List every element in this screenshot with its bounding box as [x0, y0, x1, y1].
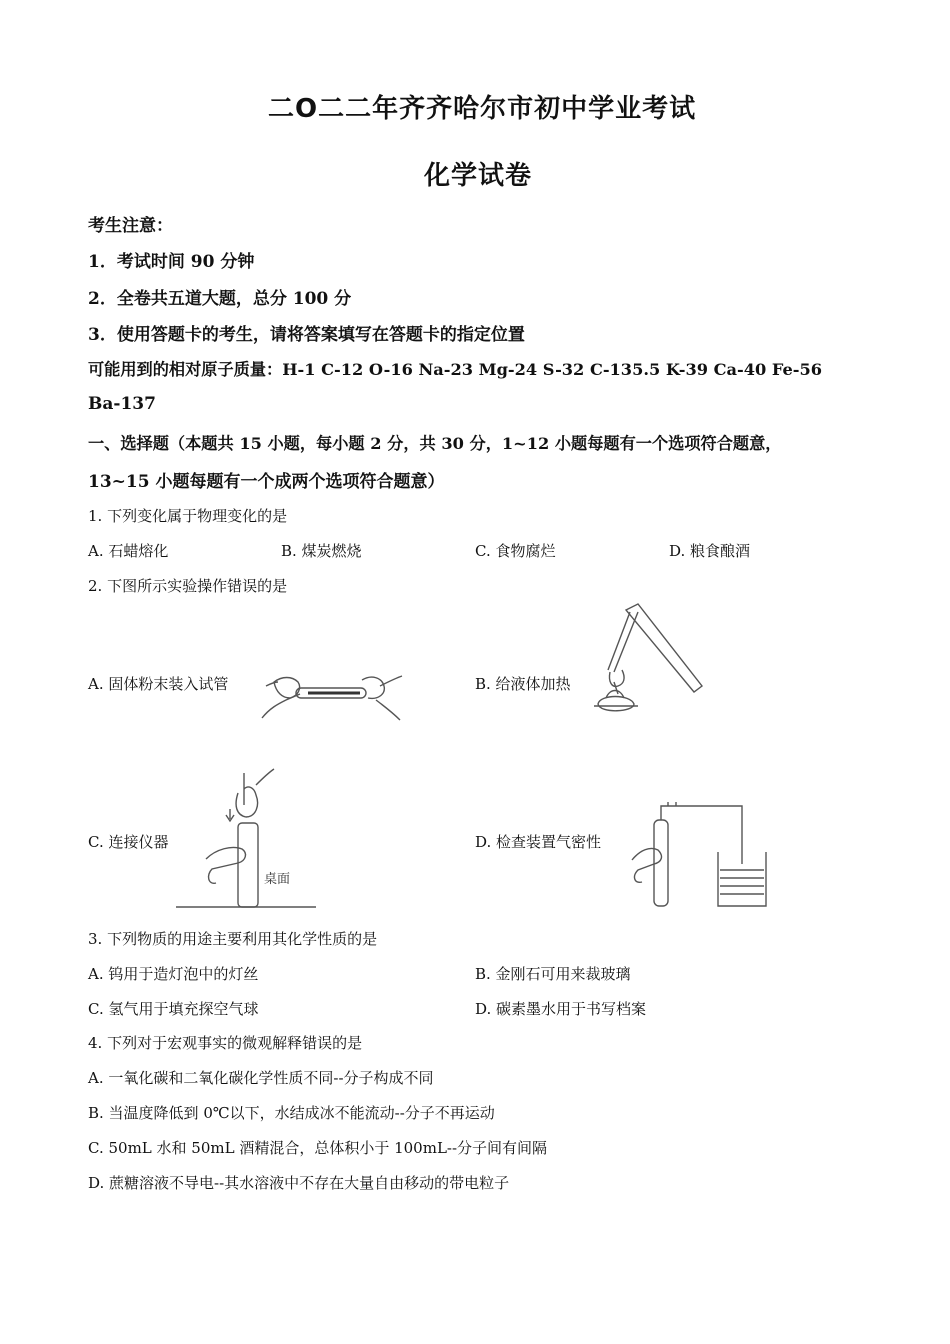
q3-option-b: B. 金刚石可用来裁玻璃: [475, 965, 631, 983]
exam-title: 二O二二年齐齐哈尔市初中学业考试: [268, 94, 697, 124]
q4-option-d: D. 蔗糖溶液不导电--其水溶液中不存在大量自由移动的带电粒子: [88, 1174, 510, 1192]
atomic-mass-line-2: Ba-137: [88, 394, 156, 414]
q4-option-a: A. 一氧化碳和二氧化碳化学性质不同--分子构成不同: [88, 1069, 434, 1087]
q1-option-d: D. 粮食酿酒: [669, 542, 751, 560]
q3-option-c: C. 氢气用于填充探空气球: [88, 1000, 259, 1018]
q3-option-a: A. 钨用于造灯泡中的灯丝: [88, 965, 259, 983]
q2-option-d: D. 检查装置气密性: [475, 833, 602, 851]
powder-into-tube-figure: [256, 664, 406, 722]
q1-stem: 1. 下列变化属于物理变化的是: [88, 507, 288, 525]
q1-option-c: C. 食物腐烂: [475, 542, 556, 560]
q3-option-d: D. 碳素墨水用于书写档案: [475, 1000, 647, 1018]
q4-option-c: C. 50mL 水和 50mL 酒精混合，总体积小于 100mL--分子间有间隔: [88, 1139, 548, 1157]
exam-subtitle: 化学试卷: [424, 161, 533, 191]
q4-stem: 4. 下列对于宏观事实的微观解释错误的是: [88, 1034, 363, 1052]
q2-option-a: A. 固体粉末装入试管: [88, 675, 229, 693]
q1-option-a: A. 石蜡熔化: [88, 542, 169, 560]
q2-stem: 2. 下图所示实验操作错误的是: [88, 577, 288, 595]
q2-option-b: B. 给液体加热: [475, 675, 571, 693]
desk-label: 桌面: [264, 872, 291, 887]
q1-option-b: B. 煤炭燃烧: [281, 542, 362, 560]
notice-item-2: 2．全卷共五道大题，总分 100 分: [88, 289, 352, 309]
atomic-mass-line-1: 可能用到的相对原子质量：H-1 C-12 O-16 Na-23 Mg-24 S-32 C-135.5 K-39 Ca-40 Fe-56: [88, 360, 823, 379]
q3-stem: 3. 下列物质的用途主要利用其化学性质的是: [88, 930, 378, 948]
section-heading-line-2: 13~15 小题每题有一个成两个选项符合题意）: [88, 472, 445, 492]
q2-option-c: C. 连接仪器: [88, 833, 169, 851]
notice-heading: 考生注意：: [88, 216, 173, 236]
notice-item-3: 3．使用答题卡的考生，请将答案填写在答题卡的指定位置: [88, 325, 525, 345]
notice-item-1: 1．考试时间 90 分钟: [88, 252, 255, 272]
q4-option-b: B. 当温度降低到 0℃以下，水结成冰不能流动--分子不再运动: [88, 1104, 495, 1122]
airtightness-check-figure: [628, 800, 773, 910]
heating-liquid-figure: [590, 600, 715, 722]
section-heading-line-1: 一、选择题（本题共 15 小题，每小题 2 分，共 30 分，1~12 小题每题有一个选项符合题意，: [88, 434, 782, 453]
connecting-apparatus-figure: [176, 765, 316, 913]
